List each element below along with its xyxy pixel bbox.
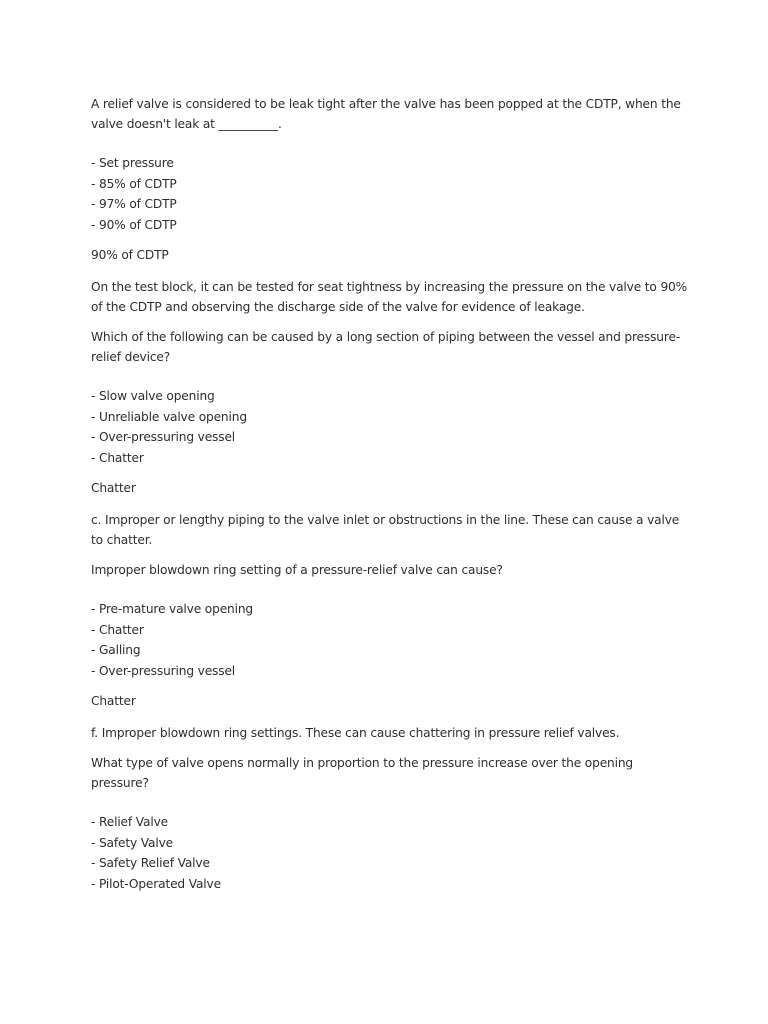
answer-text: Chatter (91, 481, 136, 495)
question-block (91, 94, 691, 317)
option-item: - Set pressure (91, 156, 174, 170)
answer-text: 90% of CDTP (91, 248, 169, 262)
question-text: Which of the following can be caused by a long section of piping between the vessel and pressure-relief device? (91, 330, 681, 364)
option-item: - Pre-mature valve opening (91, 602, 254, 616)
option-item: - Chatter (91, 622, 144, 637)
explanation-text: c. Improper or lengthy piping to the valve inlet or obstructions in the line. These can cause a valve to chatter. (91, 513, 680, 547)
question-block (91, 560, 691, 743)
option-list (91, 153, 691, 235)
option-item: - Slow valve opening (91, 389, 215, 403)
option-item: - Chatter (91, 450, 144, 465)
question-text: A relief valve is considered to be leak tight after the valve has been popped at the CDTP, when the valve doesn't leak at __________. (91, 97, 681, 131)
option-item: - Over-pressuring vessel (91, 430, 236, 444)
option-item: - 85% of CDTP (91, 176, 177, 191)
option-item: - Over-pressuring vessel (91, 663, 236, 678)
option-item: - Galling (91, 643, 141, 657)
option-list (91, 599, 691, 681)
option-list (91, 812, 691, 894)
option-item: - 90% of CDTP (91, 217, 177, 232)
option-item: - 97% of CDTP (91, 197, 177, 211)
option-item: - Relief Valve (91, 815, 168, 829)
explanation-text: On the test block, it can be tested for seat tightness by increasing the pressure on the valve to 90% of the CDTP and observing the discharge side of the valve for evidence of leakage. (91, 280, 688, 314)
answer-text: Chatter (91, 694, 136, 708)
explanation-text: f. Improper blowdown ring settings. These can cause chattering in pressure relief valves. (91, 726, 620, 740)
question-text: What type of valve opens normally in proportion to the pressure increase over the opening pressure? (91, 756, 634, 790)
option-item: - Safety Valve (91, 835, 173, 850)
question-block (91, 753, 691, 894)
question-text: Improper blowdown ring setting of a pressure-relief valve can cause? (91, 563, 503, 577)
document-page (91, 94, 691, 904)
option-list (91, 386, 691, 468)
option-item: - Pilot-Operated Valve (91, 876, 221, 891)
option-item: - Unreliable valve opening (91, 409, 247, 424)
question-block (91, 327, 691, 550)
option-item: - Safety Relief Valve (91, 856, 210, 870)
